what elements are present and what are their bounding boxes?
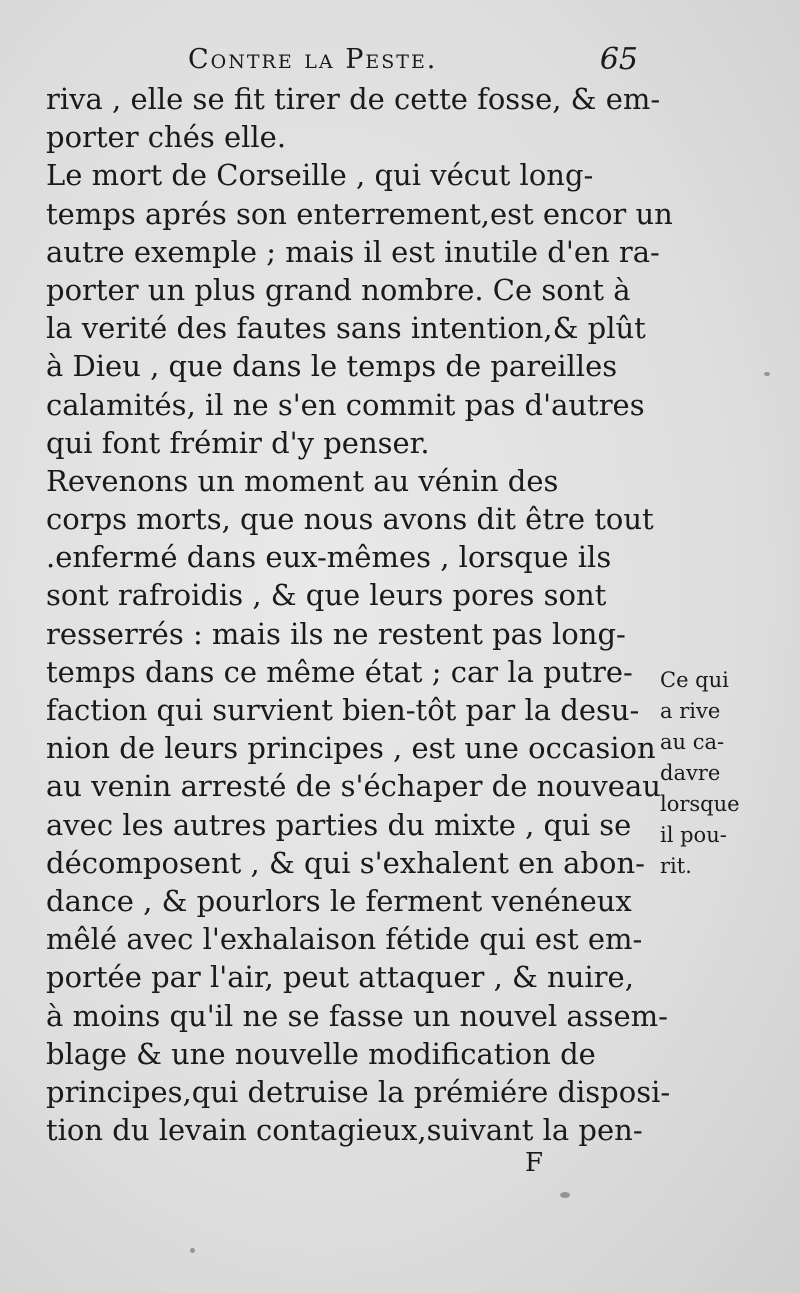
text-line: calamités, il ne s'en commit pas d'autres [46, 387, 645, 422]
text-line: sont rafroidis , & que leurs pores sont [46, 578, 607, 613]
text-line: à moins qu'il ne se fasse un nouvel assem- [46, 998, 668, 1033]
text-line: resserrés : mais ils ne restent pas long- [46, 616, 626, 651]
text-line: mêlé avec l'exhalaison fétide qui est em- [46, 922, 643, 957]
margin-note-line: a rive [660, 699, 721, 723]
body-text [46, 80, 673, 1149]
running-title: Contre la Peste. [188, 44, 438, 75]
text-line: Revenons un moment au vénin des [46, 463, 559, 498]
text-line: à Dieu , que dans le temps de pareilles [46, 349, 618, 384]
text-line: temps aprés son enterrement,est encor un [46, 196, 673, 231]
margin-note-line: lorsque [660, 792, 740, 816]
ink-speck [764, 372, 770, 376]
text-line: décomposent , & qui s'exhalent en abon- [46, 845, 645, 880]
text-line: portée par l'air, peut attaquer , & nuire, [46, 960, 634, 995]
text-line: faction qui survient bien-tôt par la desu- [46, 693, 640, 727]
text-line: Le mort de Corseille , qui vécut long- [46, 158, 594, 193]
text-line: temps dans ce même état ; car la putre- [46, 654, 633, 689]
text-line: principes,qui detruise la prémiére disposi- [46, 1074, 671, 1109]
text-line: dance , & pourlors le ferment venéneux [46, 883, 632, 918]
ink-speck [190, 1248, 195, 1253]
margin-note-line: il pou- [660, 823, 727, 847]
margin-note-line: au ca- [660, 730, 725, 754]
margin-note-line: rit. [660, 854, 692, 878]
margin-note [660, 665, 790, 882]
margin-note-line: Ce qui [660, 668, 729, 692]
text-line: au venin arresté de s'échaper de nouveau [46, 769, 661, 804]
signature-mark: F [525, 1148, 544, 1178]
text-line: qui font frémir d'y penser. [46, 425, 430, 460]
text-line: porter chés elle. [46, 120, 287, 155]
text-line: nion de leurs principes , est une occasion [46, 731, 656, 766]
page-number: 65 [599, 42, 638, 77]
text-line: la verité des fautes sans intention,& plût [46, 311, 646, 346]
margin-note-line: davre [660, 761, 721, 785]
text-line: autre exemple ; mais il est inutile d'en ra- [46, 234, 660, 269]
text-line: avec les autres parties du mixte , qui se [46, 807, 632, 842]
text-line: corps morts, que nous avons dit être tout [46, 502, 654, 537]
text-line: riva , elle se fit tirer de cette fosse, & em- [46, 82, 661, 116]
text-line: blage & une nouvelle modification de [46, 1036, 596, 1071]
text-line: .enfermé dans eux-mêmes , lorsque ils [46, 540, 612, 575]
text-line: porter un plus grand nombre. Ce sont à [46, 272, 631, 307]
text-line: tion du levain contagieux,suivant la pen- [46, 1113, 643, 1148]
running-header [188, 40, 638, 80]
ink-speck [560, 1192, 570, 1198]
